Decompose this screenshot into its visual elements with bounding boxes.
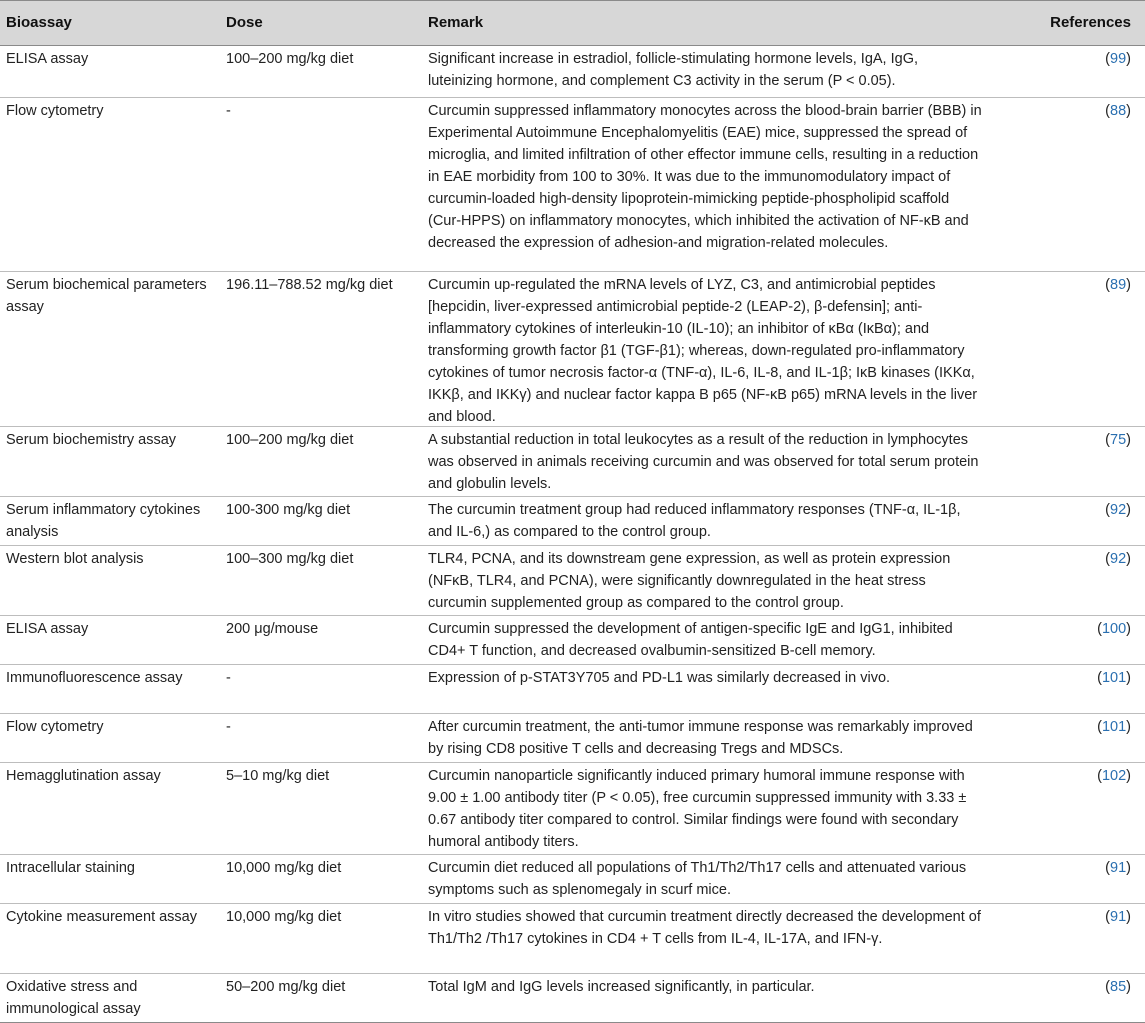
bioassay-cell: ELISA assay	[6, 51, 89, 67]
reference-cell[interactable]: (88)	[1105, 103, 1131, 119]
reference-cell[interactable]: (85)	[1105, 979, 1131, 995]
remark-cell: Curcumin suppressed inflammatory monocytes across the blood-brain barrier (BBB) in Experimental Autoimmune Encephalomyelitis (EAE) mice, suppressed the spread of microglia, and limited infiltration of other effector immune cells, resulting in a reduction in EAE morbidity from 100 to 30%. It was due to the immunomodulatory impact of curcumin-loaded high-density lipoprotein-mimicking peptide-phospholipid scaffold (Cur-HPPS) on inflammatory monocytes, which inhibited the activation of NF-κB and decreased the expression of adhesion-and migration-related molecules.	[428, 103, 982, 251]
reference-cell[interactable]: (101)	[1097, 719, 1131, 735]
reference-link[interactable]: 91	[1110, 860, 1127, 876]
bioassay-cell: Flow cytometry	[6, 719, 104, 735]
table-row	[0, 427, 1145, 497]
remark-cell: A substantial reduction in total leukocytes as a result of the reduction in lymphocytes was observed in animals receiving curcumin and was observed for total serum protein and globulin levels.	[428, 432, 979, 492]
bioassay-cell: Oxidative stress and immunological assay	[6, 979, 141, 1017]
reference-cell[interactable]: (102)	[1097, 768, 1131, 784]
bioassay-cell: ELISA assay	[6, 621, 89, 637]
reference-link[interactable]: 100	[1101, 621, 1127, 637]
bioassay-cell: Serum inflammatory cytokines analysis	[6, 502, 201, 540]
table-row	[0, 714, 1145, 763]
dose-cell: 5–10 mg/kg diet	[226, 768, 330, 784]
table-row	[0, 855, 1145, 904]
bioassay-cell: Intracellular staining	[6, 860, 135, 876]
table-row	[0, 98, 1145, 272]
remark-cell: TLR4, PCNA, and its downstream gene expression, as well as protein expression (NFκB, TLR4, and PCNA), were significantly downregulated in the heat stress curcumin supplemented group as compared to the control group.	[428, 551, 951, 611]
header-references: References	[1050, 14, 1131, 31]
reference-cell[interactable]: (101)	[1097, 670, 1131, 686]
dose-cell: 100-300 mg/kg diet	[226, 502, 351, 518]
table-row	[0, 497, 1145, 546]
table-row	[0, 546, 1145, 616]
reference-cell[interactable]: (92)	[1105, 502, 1131, 518]
table-row	[0, 616, 1145, 665]
dose-cell: 10,000 mg/kg diet	[226, 860, 342, 876]
table-row	[0, 665, 1145, 714]
reference-link[interactable]: 88	[1110, 103, 1127, 119]
reference-cell[interactable]: (100)	[1097, 621, 1131, 637]
dose-cell: 100–200 mg/kg diet	[226, 51, 354, 67]
dose-cell: 100–300 mg/kg diet	[226, 551, 354, 567]
remark-cell: Curcumin nanoparticle significantly induced primary humoral immune response with 9.00 ± 1.00 antibody titer (P < 0.05), free curcumin suppressed immunity with 3.33 ± 0.67 antibody titer compared to control. Similar findings were found with secondary humoral antibody titers.	[428, 768, 967, 850]
reference-link[interactable]: 92	[1110, 502, 1127, 518]
remark-cell: After curcumin treatment, the anti-tumor immune response was remarkably improved by rising CD8 positive T cells and decreasing Tregs and MDSCs.	[428, 719, 973, 757]
bioassay-cell: Hemagglutination assay	[6, 768, 161, 784]
dose-cell: 100–200 mg/kg diet	[226, 432, 354, 448]
table-row	[0, 763, 1145, 855]
reference-link[interactable]: 85	[1110, 979, 1127, 995]
remark-cell: Curcumin up-regulated the mRNA levels of LYZ, C3, and antimicrobial peptides [hepcidin, liver-expressed antimicrobial peptide-2 (LEAP-2), β-defensin]; anti-inflammatory cytokines of interleukin-10 (IL-10); an inhibitor of κBα (IκBα); and transforming growth factor β1 (TGF-β1); whereas, down-regulated pro-inflammatory cytokines of tumor necrosis factor-α (TNF-α), IL-6, IL-8, and IL-1β; IκB kinases (IKKα, IKKβ, and IKKγ) and nuclear factor kappa B p65 (NF-κB p65) mRNA levels in the liver and blood.	[428, 277, 978, 425]
bioassay-cell: Immunofluorescence assay	[6, 670, 183, 686]
reference-cell[interactable]: (75)	[1105, 432, 1131, 448]
table-row	[0, 272, 1145, 427]
reference-cell[interactable]: (91)	[1105, 860, 1131, 876]
dose-cell: 196.11–788.52 mg/kg diet	[226, 277, 393, 293]
header-remark: Remark	[428, 14, 484, 31]
header-bioassay: Bioassay	[6, 14, 72, 31]
dose-cell: -	[226, 670, 231, 686]
remark-cell: Expression of p-STAT3Y705 and PD-L1 was similarly decreased in vivo.	[428, 670, 891, 686]
reference-cell[interactable]: (89)	[1105, 277, 1131, 293]
dose-cell: 10,000 mg/kg diet	[226, 909, 342, 925]
reference-cell[interactable]: (92)	[1105, 551, 1131, 567]
table-row	[0, 46, 1145, 98]
reference-cell[interactable]: (91)	[1105, 909, 1131, 925]
reference-link[interactable]: 92	[1110, 551, 1127, 567]
dose-cell: -	[226, 103, 231, 119]
remark-cell: Total IgM and IgG levels increased significantly, in particular.	[428, 979, 815, 995]
dose-cell: 200 μg/mouse	[226, 621, 319, 637]
table-header	[0, 0, 1145, 46]
bioassay-cell: Serum biochemical parameters assay	[6, 277, 207, 315]
reference-link[interactable]: 99	[1110, 51, 1127, 67]
table-row	[0, 974, 1145, 1023]
remark-cell: In vitro studies showed that curcumin treatment directly decreased the development of Th1/Th2 /Th17 cytokines in CD4 + T cells from IL-4, IL-17A, and IFN-γ.	[428, 909, 981, 947]
remark-cell: The curcumin treatment group had reduced inflammatory responses (TNF-α, IL-1β, and IL-6,) as compared to the control group.	[428, 502, 961, 540]
bioassay-cell: Western blot analysis	[6, 551, 144, 567]
reference-link[interactable]: 102	[1101, 768, 1127, 784]
remark-cell: Curcumin suppressed the development of antigen-specific IgE and IgG1, inhibited CD4+ T function, and decreased ovalbumin-sensitized B-cell memory.	[428, 621, 953, 659]
remark-cell: Significant increase in estradiol, follicle-stimulating hormone levels, IgA, IgG, luteinizing hormone, and complement C3 activity in the serum (P < 0.05).	[428, 51, 919, 89]
reference-cell[interactable]: (99)	[1105, 51, 1131, 67]
reference-link[interactable]: 101	[1101, 719, 1127, 735]
bioassay-cell: Serum biochemistry assay	[6, 432, 177, 448]
reference-link[interactable]: 101	[1101, 670, 1127, 686]
table-row	[0, 904, 1145, 974]
bioassay-cell: Cytokine measurement assay	[6, 909, 197, 925]
remark-cell: Curcumin diet reduced all populations of Th1/Th2/Th17 cells and attenuated various symptoms such as splenomegaly in scurf mice.	[428, 860, 967, 898]
dose-cell: -	[226, 719, 231, 735]
reference-link[interactable]: 91	[1110, 909, 1127, 925]
dose-cell: 50–200 mg/kg diet	[226, 979, 346, 995]
reference-link[interactable]: 75	[1110, 432, 1127, 448]
reference-link[interactable]: 89	[1110, 277, 1127, 293]
header-dose: Dose	[226, 14, 263, 31]
bioassay-cell: Flow cytometry	[6, 103, 104, 119]
